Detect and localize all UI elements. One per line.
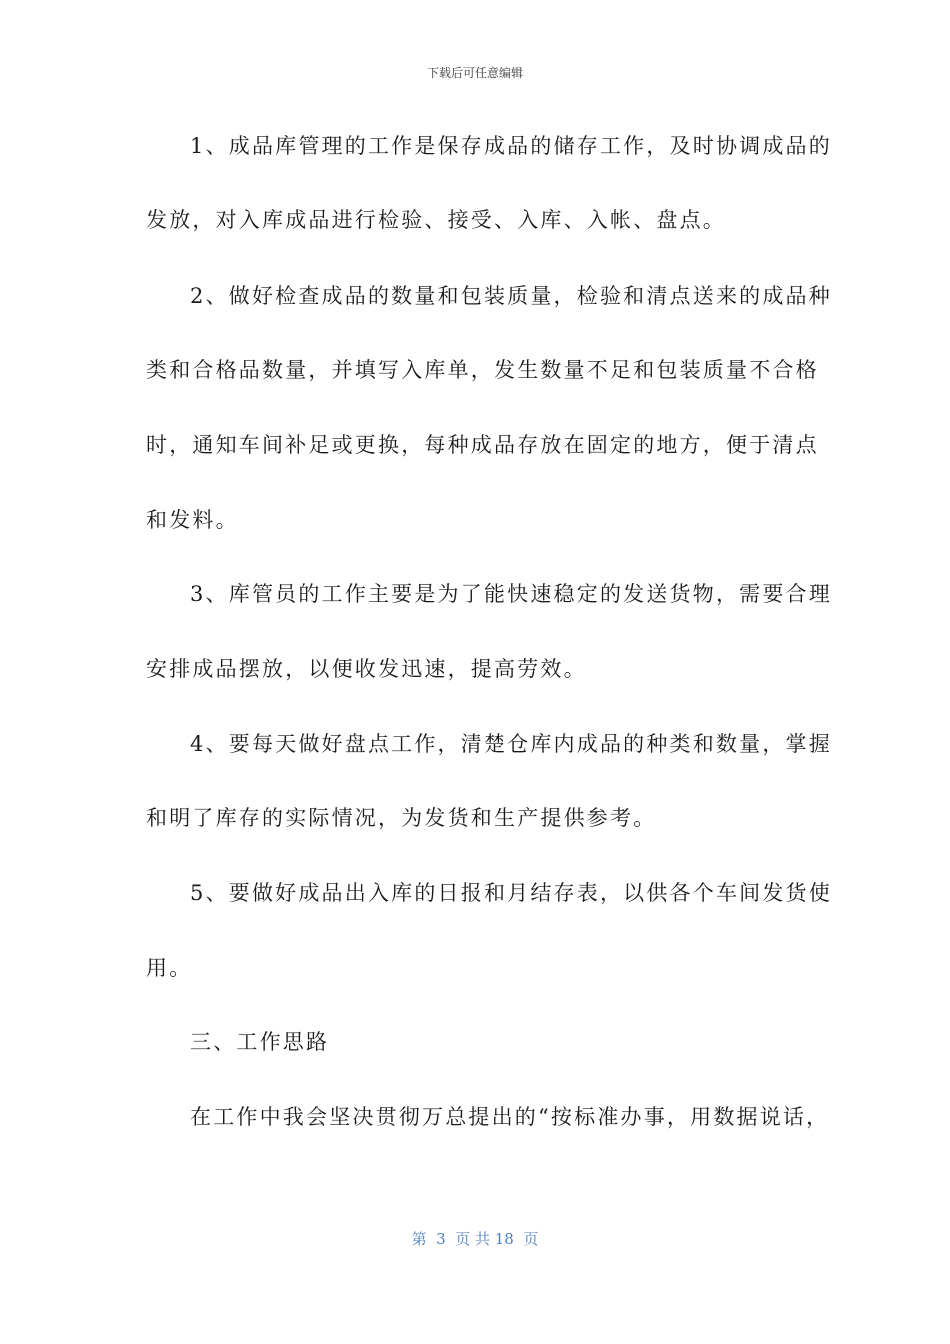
page-number-footer: 第 3 页 共 18 页 — [411, 1230, 539, 1248]
body-line: 3、库管员的工作主要是为了能快速稳定的发送货物，需要合理 — [190, 582, 832, 606]
body-line: 发放，对入库成品进行检验、接受、入库、入帐、盘点。 — [146, 208, 726, 232]
body-line: 在工作中我会坚决贯彻万总提出的“按标准办事，用数据说话， — [190, 1105, 830, 1129]
body-line: 安排成品摆放，以便收发迅速，提高劳效。 — [146, 657, 587, 681]
body-line: 和明了库存的实际情况，为发货和生产提供参考。 — [146, 806, 657, 830]
body-line: 时，通知车间补足或更换，每种成品存放在固定的地方，便于清点 — [146, 433, 819, 457]
body-line: 5、要做好成品出入库的日报和月结存表，以供各个车间发货使 — [190, 881, 832, 905]
body-line: 2、做好检查成品的数量和包装质量，检验和清点送来的成品种 — [190, 284, 832, 308]
body-line: 用。 — [146, 956, 193, 980]
body-line: 1、成品库管理的工作是保存成品的储存工作，及时协调成品的 — [190, 134, 832, 158]
body-line: 类和合格品数量，并填写入库单，发生数量不足和包装质量不合格 — [146, 358, 819, 382]
section-heading: 三、工作思路 — [190, 1030, 330, 1054]
body-line: 4、要每天做好盘点工作，清楚仓库内成品的种类和数量，掌握 — [190, 732, 832, 756]
body-line: 和发料。 — [146, 508, 239, 532]
page-header: 下载后可任意编辑 — [426, 66, 523, 80]
